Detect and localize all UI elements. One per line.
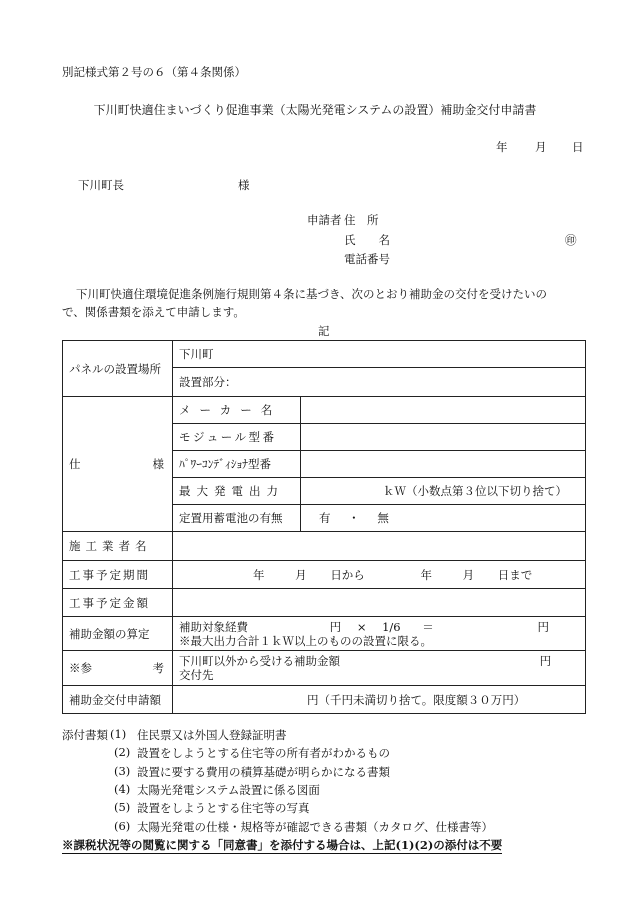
ki-heading: 記 bbox=[318, 324, 330, 338]
applicant-name-label: 氏 名 bbox=[344, 233, 390, 247]
calc-yen-1: 円 bbox=[329, 619, 342, 634]
remarks-label bbox=[63, 651, 173, 686]
attachments-label: 添付書類 bbox=[62, 728, 108, 742]
module-label: モジュール型番 bbox=[173, 424, 301, 451]
attachment-5-num: (5) bbox=[114, 800, 131, 814]
applicant-phone-label: 電話番号 bbox=[344, 252, 390, 266]
attachment-5-text: 設置をしようとする住宅等の写真 bbox=[137, 801, 310, 815]
date-day: 日 bbox=[572, 140, 584, 154]
addressee-honorific: 様 bbox=[238, 178, 250, 192]
pcs-label: ﾊﾟﾜｰｺﾝﾃﾞｨｼｮﾅ型番 bbox=[173, 451, 301, 478]
footnote: ※課税状況等の閲覧に関する「同意書」を添付する場合は、上記(1)(2)の添付は不要 bbox=[62, 838, 503, 852]
period-value[interactable] bbox=[173, 561, 586, 589]
period-from: 日から bbox=[330, 567, 365, 582]
attachment-3-text: 設置に要する費用の積算基礎が明らかになる書類 bbox=[137, 765, 390, 779]
battery-label: 定置用蓄電池の有無 bbox=[173, 505, 301, 532]
attachment-1-num: (1) bbox=[110, 727, 127, 741]
form-number: 別記様式第２号の６（第４条関係） bbox=[62, 65, 246, 79]
attachment-3-num: (3) bbox=[114, 764, 131, 778]
remarks-yen: 円 bbox=[539, 654, 552, 668]
contractor-value[interactable] bbox=[173, 532, 586, 561]
body-text-line-2: で、関係書類を添えて申請します。 bbox=[62, 305, 245, 319]
remarks-label-b: 考 bbox=[152, 661, 164, 675]
addressee-name: 下川町長 bbox=[78, 178, 124, 192]
application-table bbox=[62, 340, 586, 714]
calc-label: 補助金額の算定 bbox=[63, 617, 173, 651]
request-label: 補助金交付申請額 bbox=[63, 686, 173, 714]
maker-value[interactable] bbox=[301, 397, 586, 424]
attachment-4-num: (4) bbox=[114, 782, 131, 796]
panel-location-part[interactable]: 設置部分： bbox=[173, 368, 586, 397]
spec-label bbox=[63, 397, 173, 532]
period-month-2: 月 bbox=[462, 567, 475, 582]
seal-mark: ㊞ bbox=[565, 233, 577, 247]
period-month-1: 月 bbox=[295, 567, 307, 582]
attachment-6-num: (6) bbox=[114, 819, 131, 833]
battery-choice[interactable] bbox=[301, 505, 586, 532]
cost-value[interactable] bbox=[173, 589, 586, 617]
attachment-6-text: 太陽光発電の仕様・規格等が確認できる書類（カタログ、仕様書等） bbox=[137, 820, 494, 834]
calc-equals: ＝ bbox=[422, 619, 434, 634]
output-unit: ｋＷ（小数点第３位以下切り捨て） bbox=[383, 484, 567, 498]
remarks-line1: 下川町以外から受ける補助金額 bbox=[179, 654, 340, 668]
period-year-2: 年 bbox=[420, 567, 432, 582]
max-output-label: 最大発電出力 bbox=[173, 478, 301, 505]
attachment-4-text: 太陽光発電システム設置に係る図面 bbox=[137, 783, 320, 797]
period-to: 日まで bbox=[497, 567, 533, 582]
attachment-2-num: (2) bbox=[114, 745, 131, 759]
applicant-label: 申請者 bbox=[307, 213, 342, 227]
battery-no[interactable]: 無 bbox=[377, 511, 389, 525]
max-output-value[interactable] bbox=[301, 478, 586, 505]
calc-ratio: 1/6 bbox=[382, 619, 401, 634]
applicant-address-label: 住 所 bbox=[344, 213, 379, 227]
module-value[interactable] bbox=[301, 424, 586, 451]
cost-label: 工事予定金額 bbox=[63, 589, 173, 617]
calc-line2: ※最大出力合計１ｋＷ以上のものの設置に限る。 bbox=[179, 633, 432, 648]
request-value[interactable] bbox=[173, 686, 586, 714]
spec-label-b: 様 bbox=[152, 457, 164, 471]
contractor-label: 施工業者名 bbox=[63, 532, 173, 561]
body-text-line-1: 下川町快適住環境促進条例施行規則第４条に基づき、次のとおり補助金の交付を受けたいの bbox=[76, 287, 548, 301]
remarks-line2: 交付先 bbox=[179, 668, 214, 682]
attachment-1-text: 住民票又は外国人登録証明書 bbox=[137, 728, 287, 742]
date-month: 月 bbox=[535, 140, 547, 154]
calc-times: × bbox=[356, 619, 367, 634]
calc-yen-2: 円 bbox=[537, 619, 549, 634]
calc-value[interactable] bbox=[173, 617, 586, 651]
remarks-label-a: ※参 bbox=[69, 661, 92, 675]
calc-line1-label: 補助対象経費 bbox=[179, 619, 248, 634]
pcs-value[interactable] bbox=[301, 451, 586, 478]
period-label: 工事予定期間 bbox=[63, 561, 173, 589]
panel-location-town[interactable]: 下川町 bbox=[173, 341, 586, 368]
attachment-2-text: 設置をしようとする住宅等の所有者がわかるもの bbox=[137, 746, 390, 760]
date-year: 年 bbox=[496, 140, 508, 154]
battery-dot: ・ bbox=[348, 511, 360, 525]
maker-label: メーカー名 bbox=[173, 397, 301, 424]
remarks-value[interactable] bbox=[173, 651, 586, 686]
document-title: 下川町快適住まいづくり促進事業（太陽光発電システムの設置）補助金交付申請書 bbox=[93, 103, 537, 117]
period-year-1: 年 bbox=[253, 567, 265, 582]
spec-label-a: 仕 bbox=[69, 457, 81, 471]
panel-location-label: パネルの設置場所 bbox=[63, 341, 173, 397]
battery-yes[interactable]: 有 bbox=[319, 511, 331, 525]
request-unit: 円（千円未満切り捨て。限度額３０万円） bbox=[307, 692, 526, 707]
